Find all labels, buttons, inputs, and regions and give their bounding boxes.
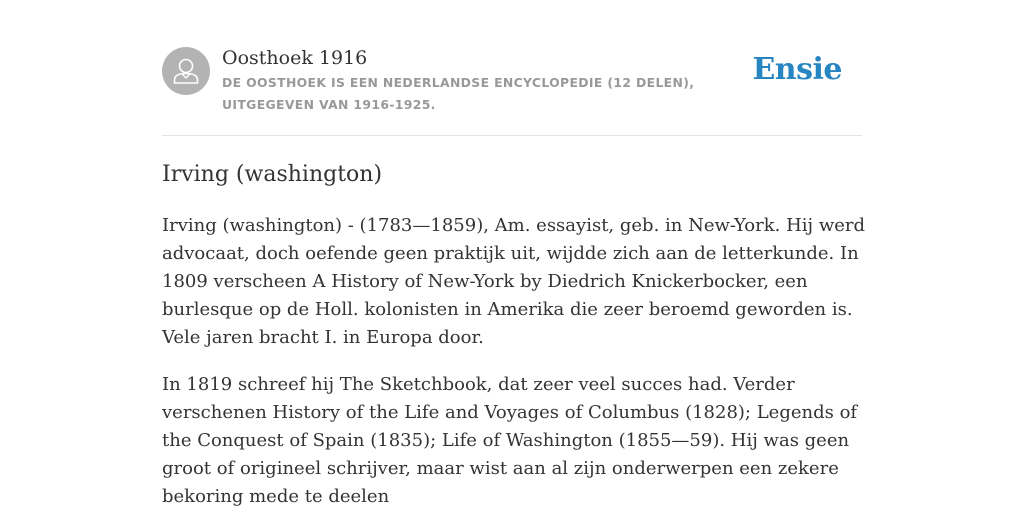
- source-description: DE OOSTHOEK IS EEN NEDERLANDSE ENCYCLOPEDIE (12 DELEN), UITGEGEVEN VAN 1916-1925.: [222, 75, 695, 112]
- entry-paragraph-2: In 1819 schreef hij The Sketchbook, dat zeer veel succes had. Verder verschenen History of the Life and Voyages of Columbus (1828); Legends of the Conquest of Spain (1835); Life of Washington (1855—59). Hij was geen groot of origineel schrijver, maar wist aan al zijn onderwerpen een zekere bekoring mede te deelen: [162, 374, 858, 507]
- entry-content: [162, 212, 867, 530]
- source-header: [162, 44, 862, 136]
- entry-paragraph-1: Irving (washington) - (1783—1859), Am. essayist, geb. in New-York. Hij werd advocaat, doch oefende geen praktijk uit, wijdde zich aan de letterkunde. In 1809 verscheen A History of New-York by Diedrich Knickerbocker, een burlesque op de Holl. kolonisten in Amerika die zeer beroemd geworden is. Vele jaren bracht I. in Europa door.: [162, 215, 866, 348]
- header-divider: [162, 135, 862, 136]
- entry-title: Irving (washington): [162, 162, 383, 187]
- ensie-logo[interactable]: Ensie: [752, 52, 842, 87]
- user-icon[interactable]: [162, 47, 210, 95]
- source-title[interactable]: Oosthoek 1916: [222, 47, 368, 69]
